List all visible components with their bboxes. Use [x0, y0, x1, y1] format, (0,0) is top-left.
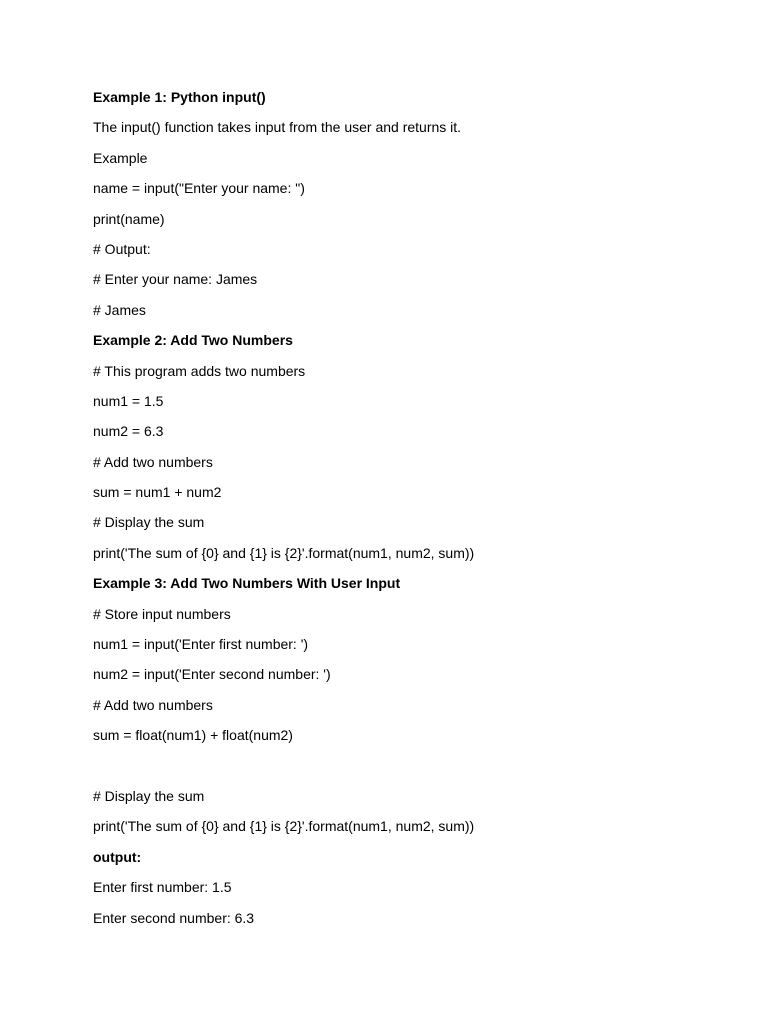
heading-output: output: [93, 848, 142, 865]
code-line: # Add two numbers [93, 453, 213, 470]
code-line: num2 = input('Enter second number: ') [93, 666, 331, 683]
heading-example-2: Example 2: Add Two Numbers [93, 332, 293, 349]
code-line: # Output: [93, 240, 151, 257]
code-line: name = input("Enter your name: ") [93, 180, 305, 197]
code-line: # Enter your name: James [93, 271, 258, 288]
code-line: # Display the sum [93, 514, 205, 531]
code-line: # Add two numbers [93, 696, 213, 713]
code-line: sum = float(num1) + float(num2) [93, 727, 293, 744]
code-line: num2 = 6.3 [93, 423, 164, 440]
code-line: print('The sum of {0} and {1} is {2}'.format(num1, num2, sum)) [93, 818, 475, 835]
heading-example-3: Example 3: Add Two Numbers With User Input [93, 575, 401, 592]
output-line: Enter first number: 1.5 [93, 879, 232, 896]
code-line: # Display the sum [93, 788, 205, 804]
output-line: Enter second number: 6.3 [93, 909, 255, 926]
code-line: print('The sum of {0} and {1} is {2}'.format(num1, num2, sum)) [93, 544, 475, 561]
code-line: # Store input numbers [93, 605, 231, 622]
document-page [93, 87, 733, 938]
paragraph-line: The input() function takes input from the user and returns it. [93, 119, 462, 136]
paragraph-line: Example [93, 149, 148, 166]
heading-example-1: Example 1: Python input() [93, 89, 266, 105]
code-line: num1 = 1.5 [93, 392, 164, 409]
code-line: # This program adds two numbers [93, 362, 306, 379]
code-line: print(name) [93, 210, 165, 227]
code-line: # James [93, 301, 146, 318]
code-line: sum = num1 + num2 [93, 484, 222, 501]
code-line: num1 = input('Enter first number: ') [93, 636, 309, 653]
